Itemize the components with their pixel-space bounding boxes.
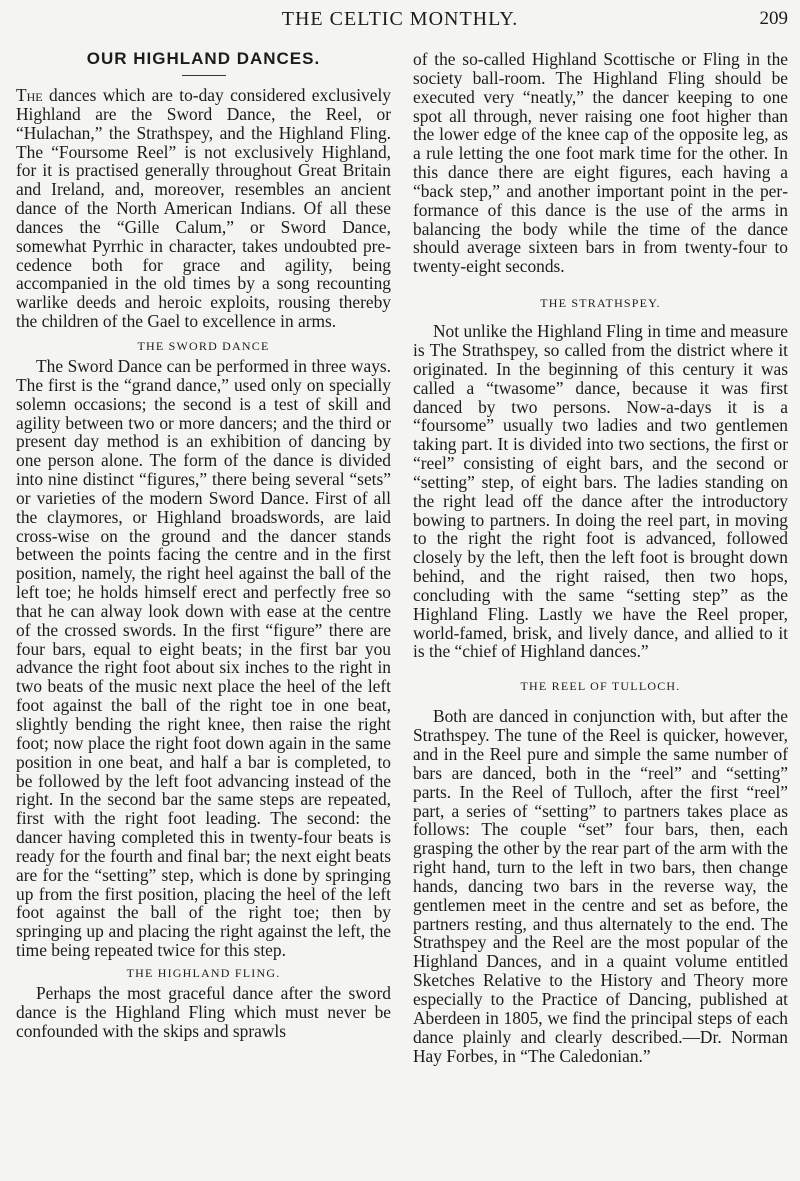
section-heading-sword-dance: THE SWORD DANCE (137, 338, 270, 353)
intro-text: dances which are to-day considered exclusively Highland are the Sword Dance, the Reel, or “Hulachan,” the Strathspey, and the Highland Fling. The “Foursome Reel” is not exclusively Highland, for it is practised generally throughout Great Britain and Ireland, and, moreover, resembles an ancient dance of the North American Indians. Of all these dances the “Gille Calum,” or Sword Dance, somewhat Pyrrhic in character, takes undoubted precedence both for grace and agility, being accompanied in the old times by a song recounting warlike deeds and heroic exploits, rousing thereby the children of the Gael to excellence in arms. (16, 85, 391, 332)
strathspey-paragraph: Not unlike the Highland Fling in time and measure is The Strathspey, so called from the district where it originated. In the beginning of this century it was called a “twasome” dance, because it was first danced by two persons. Now-a-days it is a “foursome” usually two ladies and two gentlemen taking part. It is divided into two sections, the first or “reel” consisting of eight bars, and the second or “setting” step, of eight bars. The ladies standing on the right lead off the dance after the introductory bowing to partners. In doing the reel part, in moving to the right the right foot is advanced, followed closely by the left, then the left foot is brought down behind, and the right raised, then two hops, concluding with the same “setting step” as the Highland Fling. Lastly we have the Reel proper, world-famed, brisk, and lively dance, and allied to it is the “chief of Highland dances.” (413, 321, 788, 662)
section-heading-reel-of-tulloch: THE REEL OF TULLOCH. (520, 679, 681, 694)
page-number: 209 (759, 8, 788, 29)
reel-of-tulloch-paragraph: Both are danced in conjunction with, but after the Strathspey. The tune of the Reel is quicker, however, and in the Reel pure and simple the same number of bars are danced, both in the “reel” and “setting” parts. In the Reel of Tulloch, after the first “reel” part, a series of “setting” to partners takes place as follows: The couple “set” four bars, then, each grasping the other by the rear part of the arm with the right hand, turn to the left in two bars, then change hands, dancing two bars in the reverse way, the gentlemen meet in the centre and set as before, the partners resting, and thus alternately to the end. The Strathspey and the Reel are the most popular of the Highland Dances, and in a quaint volume entitled Sketches Relative to the History and Theory more especially to the Practice of Dancing, published at Aberdeen in 1805, we find the principal steps of each dance plainly and clearly described.—Dr. Norman Hay Forbes, in “The Caledonian.” (413, 706, 788, 1066)
running-head (0, 4, 800, 32)
highland-fling-paragraph-continued: of the so-called Highland Scottische or Fling in the society ball-room. The Highland Fling should be executed very “neatly,” the dancer keeping to one spot all through, never raising one foot higher than the lower edge of the knee cap of the opposite leg, as a rule letting the one foot mark time for the other. In this dance there are eight figures, each having a “back step,” and another important point in the performance of this dance is the use of the arms in balancing the body while the time of the dance should average sixteen bars in from twenty-four to twenty-eight seconds. (413, 49, 788, 277)
running-title: THE CELTIC MONTHLY. (281, 8, 519, 30)
intro-lead-word: The (16, 85, 43, 105)
right-column (413, 50, 788, 1065)
left-column (16, 48, 391, 1041)
section-heading-strathspey: THE STRATHSPEY. (540, 296, 661, 311)
sword-dance-paragraph: The Sword Dance can be performed in three ways. The first is the “grand dance,” used only on specially solemn occasions; the second is a test of skill and agility between two or more dancers; and the third or present day method is an exhibition of dancing by one person alone. The form of the dance is divided into nine distinct “figures,” there being several “sets” or varieties of the modern Sword Dance. First of all the claymores, or Highland broadswords, are laid cross-wise on the ground and the dancer stands between the points facing the centre and in the first position, namely, the right heel against the ball of the left toe; he holds himself erect and perfectly free so that he can alway look down with ease at the centre of the crossed swords. In the first “figure” there are four bars, equal to eight beats; in the first bar you advance the right foot about six inches to the right in two beats of the music next place the heel of the left foot against the ball of the right toe in one beat, slightly bending the right knee, then raise the right foot; now place the right foot down again in the same position in one beat, and half a bar is completed, to be followed by the left foot advancing instead of the right. In the second bar the same steps are repeated, first with the right foot leading. The second: the dancer having completed this in twenty-four beats is ready for the fourth and final bar; the next eight beats are for the “setting” step, which is done by springing up from the first position, placing the heel of the left foot against the ball of the right toe; then by springing up and placing the right against the left, the time being repeated twice for this step. (16, 355, 391, 961)
intro-paragraph (16, 86, 391, 331)
section-heading-highland-fling: THE HIGHLAND FLING. (126, 965, 281, 980)
title-rule (182, 75, 226, 76)
highland-fling-paragraph-start: Perhaps the most graceful dance after the sword dance is the Highland Fling which must never be confounded with the skips and sprawls (16, 982, 391, 1041)
article-title: OUR HIGHLAND DANCES. (86, 49, 321, 68)
